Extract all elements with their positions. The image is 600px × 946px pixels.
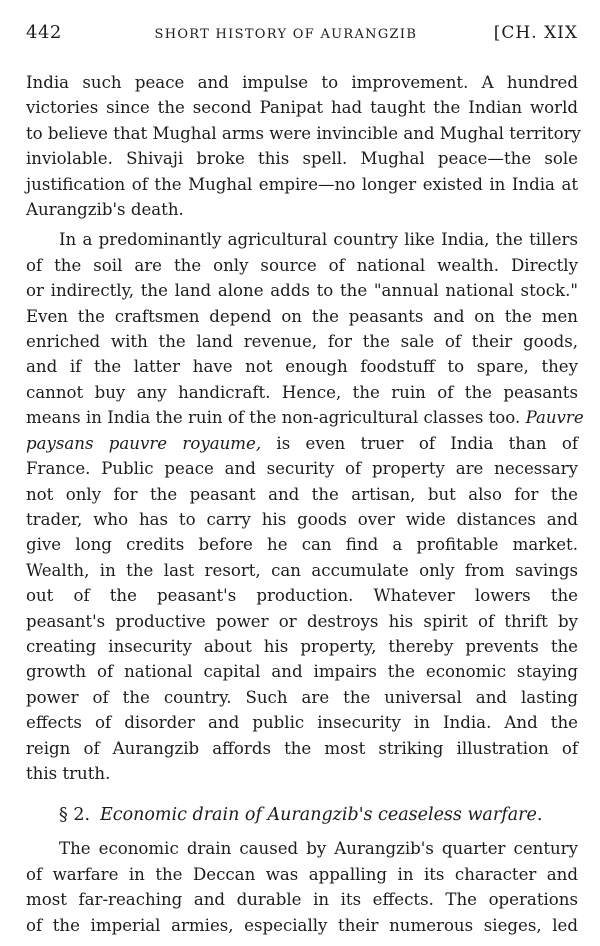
text-line: of warfare in the Deccan was appalling in its character and <box>26 864 578 884</box>
text-line: peasant's productive power or destroys his spirit of thrift by <box>26 611 578 631</box>
text-line: power of the country. Such are the universal and lasting <box>26 687 578 707</box>
text-line: effects of disorder and public insecurity in India. And the <box>26 713 578 733</box>
italic-phrase: paysans pauvre royaume, <box>26 433 262 453</box>
section-number: § 2. <box>59 805 91 826</box>
italic-phrase: Pauvre <box>525 408 584 428</box>
text-line-with-italic <box>26 405 584 430</box>
text-line: most far-reaching and durable in its effects. The operations <box>26 890 578 910</box>
text-line: The economic drain caused by Aurangzib's quarter century <box>59 839 578 859</box>
text-line: In a predominantly agricultural country like India, the tillers <box>59 230 578 250</box>
running-title: SHORT HISTORY OF AURANGZIB <box>154 27 418 42</box>
text-line: reign of Aurangzib affords the most striking illustration of <box>26 738 578 758</box>
running-header <box>26 22 578 48</box>
text-segment: is even truer of India than of <box>276 433 578 453</box>
text-line: justification of the Mughal empire—no longer existed in India at <box>26 174 578 194</box>
text-line: inviolable. Shivaji broke this spell. Mughal peace—the sole <box>26 149 578 169</box>
text-segment: means in India the ruin of the non-agricultural classes too. <box>26 408 521 428</box>
text-line: of the soil are the only source of national wealth. Directly <box>26 255 578 275</box>
text-line: and if the latter have not enough foodstuff to spare, they <box>26 357 578 377</box>
text-line: to believe that Mughal arms were invincible and Mughal territory <box>26 123 581 143</box>
text-line: trader, who has to carry his goods over wide distances and <box>26 509 578 529</box>
text-line: out of the peasant's production. Whatever lowers the <box>26 586 578 606</box>
text-line: Wealth, in the last resort, can accumulate only from savings <box>26 560 578 580</box>
text-line: not only for the peasant and the artisan, but also for the <box>26 484 578 504</box>
text-line-with-italic <box>26 431 578 456</box>
text-line: this truth. <box>26 763 111 783</box>
text-line: enriched with the land revenue, for the sale of their goods, <box>26 332 578 352</box>
text-line: give long credits before he can find a profitable market. <box>26 535 578 555</box>
text-line: or indirectly, the land alone adds to the "annual national stock." <box>26 281 578 301</box>
text-line: cannot buy any handicraft. Hence, the ruin of the peasants <box>26 382 578 402</box>
section-heading <box>26 802 578 828</box>
text-line: of the imperial armies, especially their numerous sieges, led <box>26 915 578 935</box>
chapter-reference: [CH. XIX <box>493 23 578 43</box>
paragraph-agriculture <box>26 227 584 786</box>
paragraph-peace <box>26 70 581 222</box>
text-line: India such peace and impulse to improvement. A hundred <box>26 73 578 92</box>
text-line: Even the craftsmen depend on the peasants and on the men <box>26 306 578 326</box>
text-line: growth of national capital and impairs the economic staying <box>26 662 578 682</box>
section-title: Economic drain of Aurangzib's ceaseless warfare. <box>100 805 543 826</box>
text-line: France. Public peace and security of property are necessary <box>26 459 578 479</box>
page-number: 442 <box>26 22 62 43</box>
text-line: victories since the second Panipat had taught the Indian world <box>26 98 578 118</box>
text-line: creating insecurity about his property, thereby prevents the <box>26 636 578 656</box>
paragraph-economic-drain <box>26 836 578 938</box>
book-page <box>26 22 584 938</box>
text-line: Aurangzib's death. <box>26 200 184 220</box>
